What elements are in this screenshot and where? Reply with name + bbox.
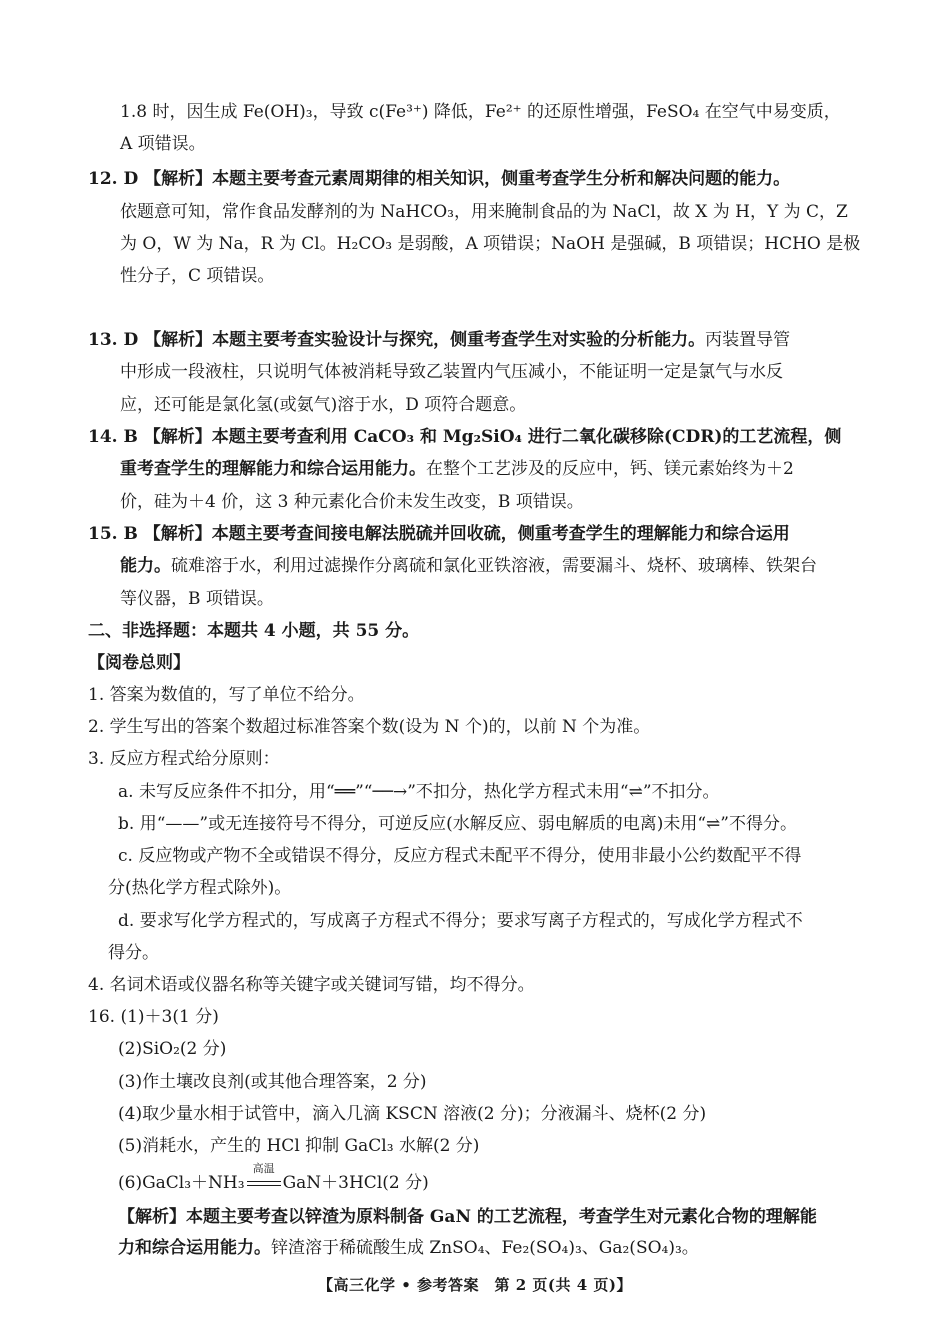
rule-subitem-cont: 分(热化学方程式除外)。 [108, 878, 292, 898]
text-line: 性分子，C 项错误。 [120, 266, 275, 286]
analysis-tail: 锌渣溶于稀硫酸生成 ZnSO₄、Fe₂(SO₄)₃、Ga₂(SO₄)₃。 [271, 1238, 699, 1258]
rule-subitem: c. 反应物或产物不全或错误不得分，反应方程式未配平不得分，使用非最小公约数配平不得 [118, 846, 802, 866]
rule-item: 2. 学生写出的答案个数超过标准答案个数(设为 N 个)的，以前 N 个为准。 [88, 717, 651, 737]
analysis-bold: 力和综合运用能力。 [118, 1238, 271, 1258]
text-line: 价，硅为＋4 价，这 3 种元素化合价未发生改变，B 项错误。 [120, 492, 584, 512]
answer-12-lead: 12. D 【解析】本题主要考查元素周期律的相关知识，侧重考查学生分析和解决问题的能力。 [88, 169, 791, 189]
answer-16-1: 16. (1)＋3(1 分) [88, 1007, 219, 1027]
rule-item: 4. 名词术语或仪器名称等关键字或关键词写错，均不得分。 [88, 975, 535, 995]
rule-subitem: b. 用“——”或无连接符号不得分，可逆反应(水解反应、弱电解质的电离)未用“⇌”不得分。 [118, 814, 797, 834]
answer-16-5: (5)消耗水，产生的 HCl 抑制 GaCl₃ 水解(2 分) [118, 1136, 480, 1156]
answer-14-lead: 14. B 【解析】本题主要考查利用 CaCO₃ 和 Mg₂SiO₄ 进行二氧化碳移除(CDR)的工艺流程，侧 [88, 427, 842, 447]
answer-15-lead: 15. B 【解析】本题主要考查间接电解法脱硫并回收硫，侧重考查学生的理解能力和综合运用 [88, 524, 790, 544]
answer-16-3: (3)作土壤改良剂(或其他合理答案，2 分) [118, 1072, 427, 1092]
rule-subitem: a. 未写反应条件不扣分，用“══”“──→”不扣分，热化学方程式未用“⇌”不扣分。 [118, 782, 720, 802]
rule-item: 3. 反应方程式给分原则： [88, 749, 280, 769]
answer-16-4: (4)取少量水相于试管中，滴入几滴 KSCN 溶液(2 分)；分液漏斗、烧杯(2 分) [118, 1104, 707, 1124]
answer-13-bold: 13. D 【解析】本题主要考查实验设计与探究，侧重考查学生对实验的分析能力。 [88, 330, 706, 350]
answer-14-tail: 在整个工艺涉及的反应中，钙、镁元素始终为＋2 [426, 459, 794, 479]
text-line: 应，还可能是氯化氢(或氨气)溶于水，D 项符合题意。 [120, 395, 527, 415]
equation-left: (6)GaCl₃＋NH₃ [118, 1173, 245, 1193]
answer-15-bold: 能力。 [120, 556, 171, 576]
text-line [88, 453, 863, 486]
section-heading: 二、非选择题：本题共 4 小题，共 55 分。 [88, 621, 420, 641]
rules-title: 【阅卷总则】 [88, 653, 190, 673]
answer-16-6 [118, 1162, 863, 1200]
text-line: 为 O，W 为 Na，R 为 Cl。H₂CO₃ 是弱酸，A 项错误；NaOH 是强碱，B 项错误；HCHO 是极 [120, 234, 861, 254]
answer-16-analysis: 【解析】本题主要考查以锌渣为原料制备 GaN 的工艺流程，考查学生对元素化合物的理解能 [118, 1207, 817, 1227]
rule-item: 1. 答案为数值的，写了单位不给分。 [88, 685, 365, 705]
answer-13-tail: 丙装置导管 [705, 330, 791, 350]
page-footer: 【高三化学 • 参考答案 第 2 页(共 4 页)】 [318, 1276, 632, 1294]
rule-subitem-cont: 得分。 [108, 943, 159, 963]
text-line: 等仪器，B 项错误。 [120, 589, 274, 609]
text-line: A 项错误。 [120, 134, 206, 154]
answer-15-tail: 硫难溶于水，利用过滤操作分离硫和氯化亚铁溶液，需要漏斗、烧杯、玻璃棒、铁架台 [171, 556, 817, 576]
answer-13-lead [88, 324, 863, 357]
rule-subitem: d. 要求写化学方程式的，写成离子方程式不得分；要求写离子方程式的，写成化学方程式不 [118, 911, 803, 931]
reaction-condition: 高温 [252, 1162, 275, 1175]
answer-16-2: (2)SiO₂(2 分) [118, 1039, 227, 1059]
equation-right: GaN＋3HCl(2 分) [282, 1173, 429, 1193]
reaction-equals-sign [245, 1162, 283, 1200]
text-line: 依题意可知，常作食品发酵剂的为 NaHCO₃，用来腌制食品的为 NaCl，故 X 为 H，Y 为 C，Z [120, 202, 848, 222]
text-line: 1.8 时，因生成 Fe(OH)₃，导致 c(Fe³⁺) 降低，Fe²⁺ 的还原性增强，FeSO₄ 在空气中易变质， [120, 102, 841, 122]
text-line: 中形成一段液柱，只说明气体被消耗导致乙装置内气压减小，不能证明一定是氯气与水反 [120, 362, 783, 382]
text-line [88, 550, 863, 583]
answer-16-analysis-cont [118, 1232, 863, 1265]
answer-14-bold: 重考查学生的理解能力和综合运用能力。 [120, 459, 426, 479]
